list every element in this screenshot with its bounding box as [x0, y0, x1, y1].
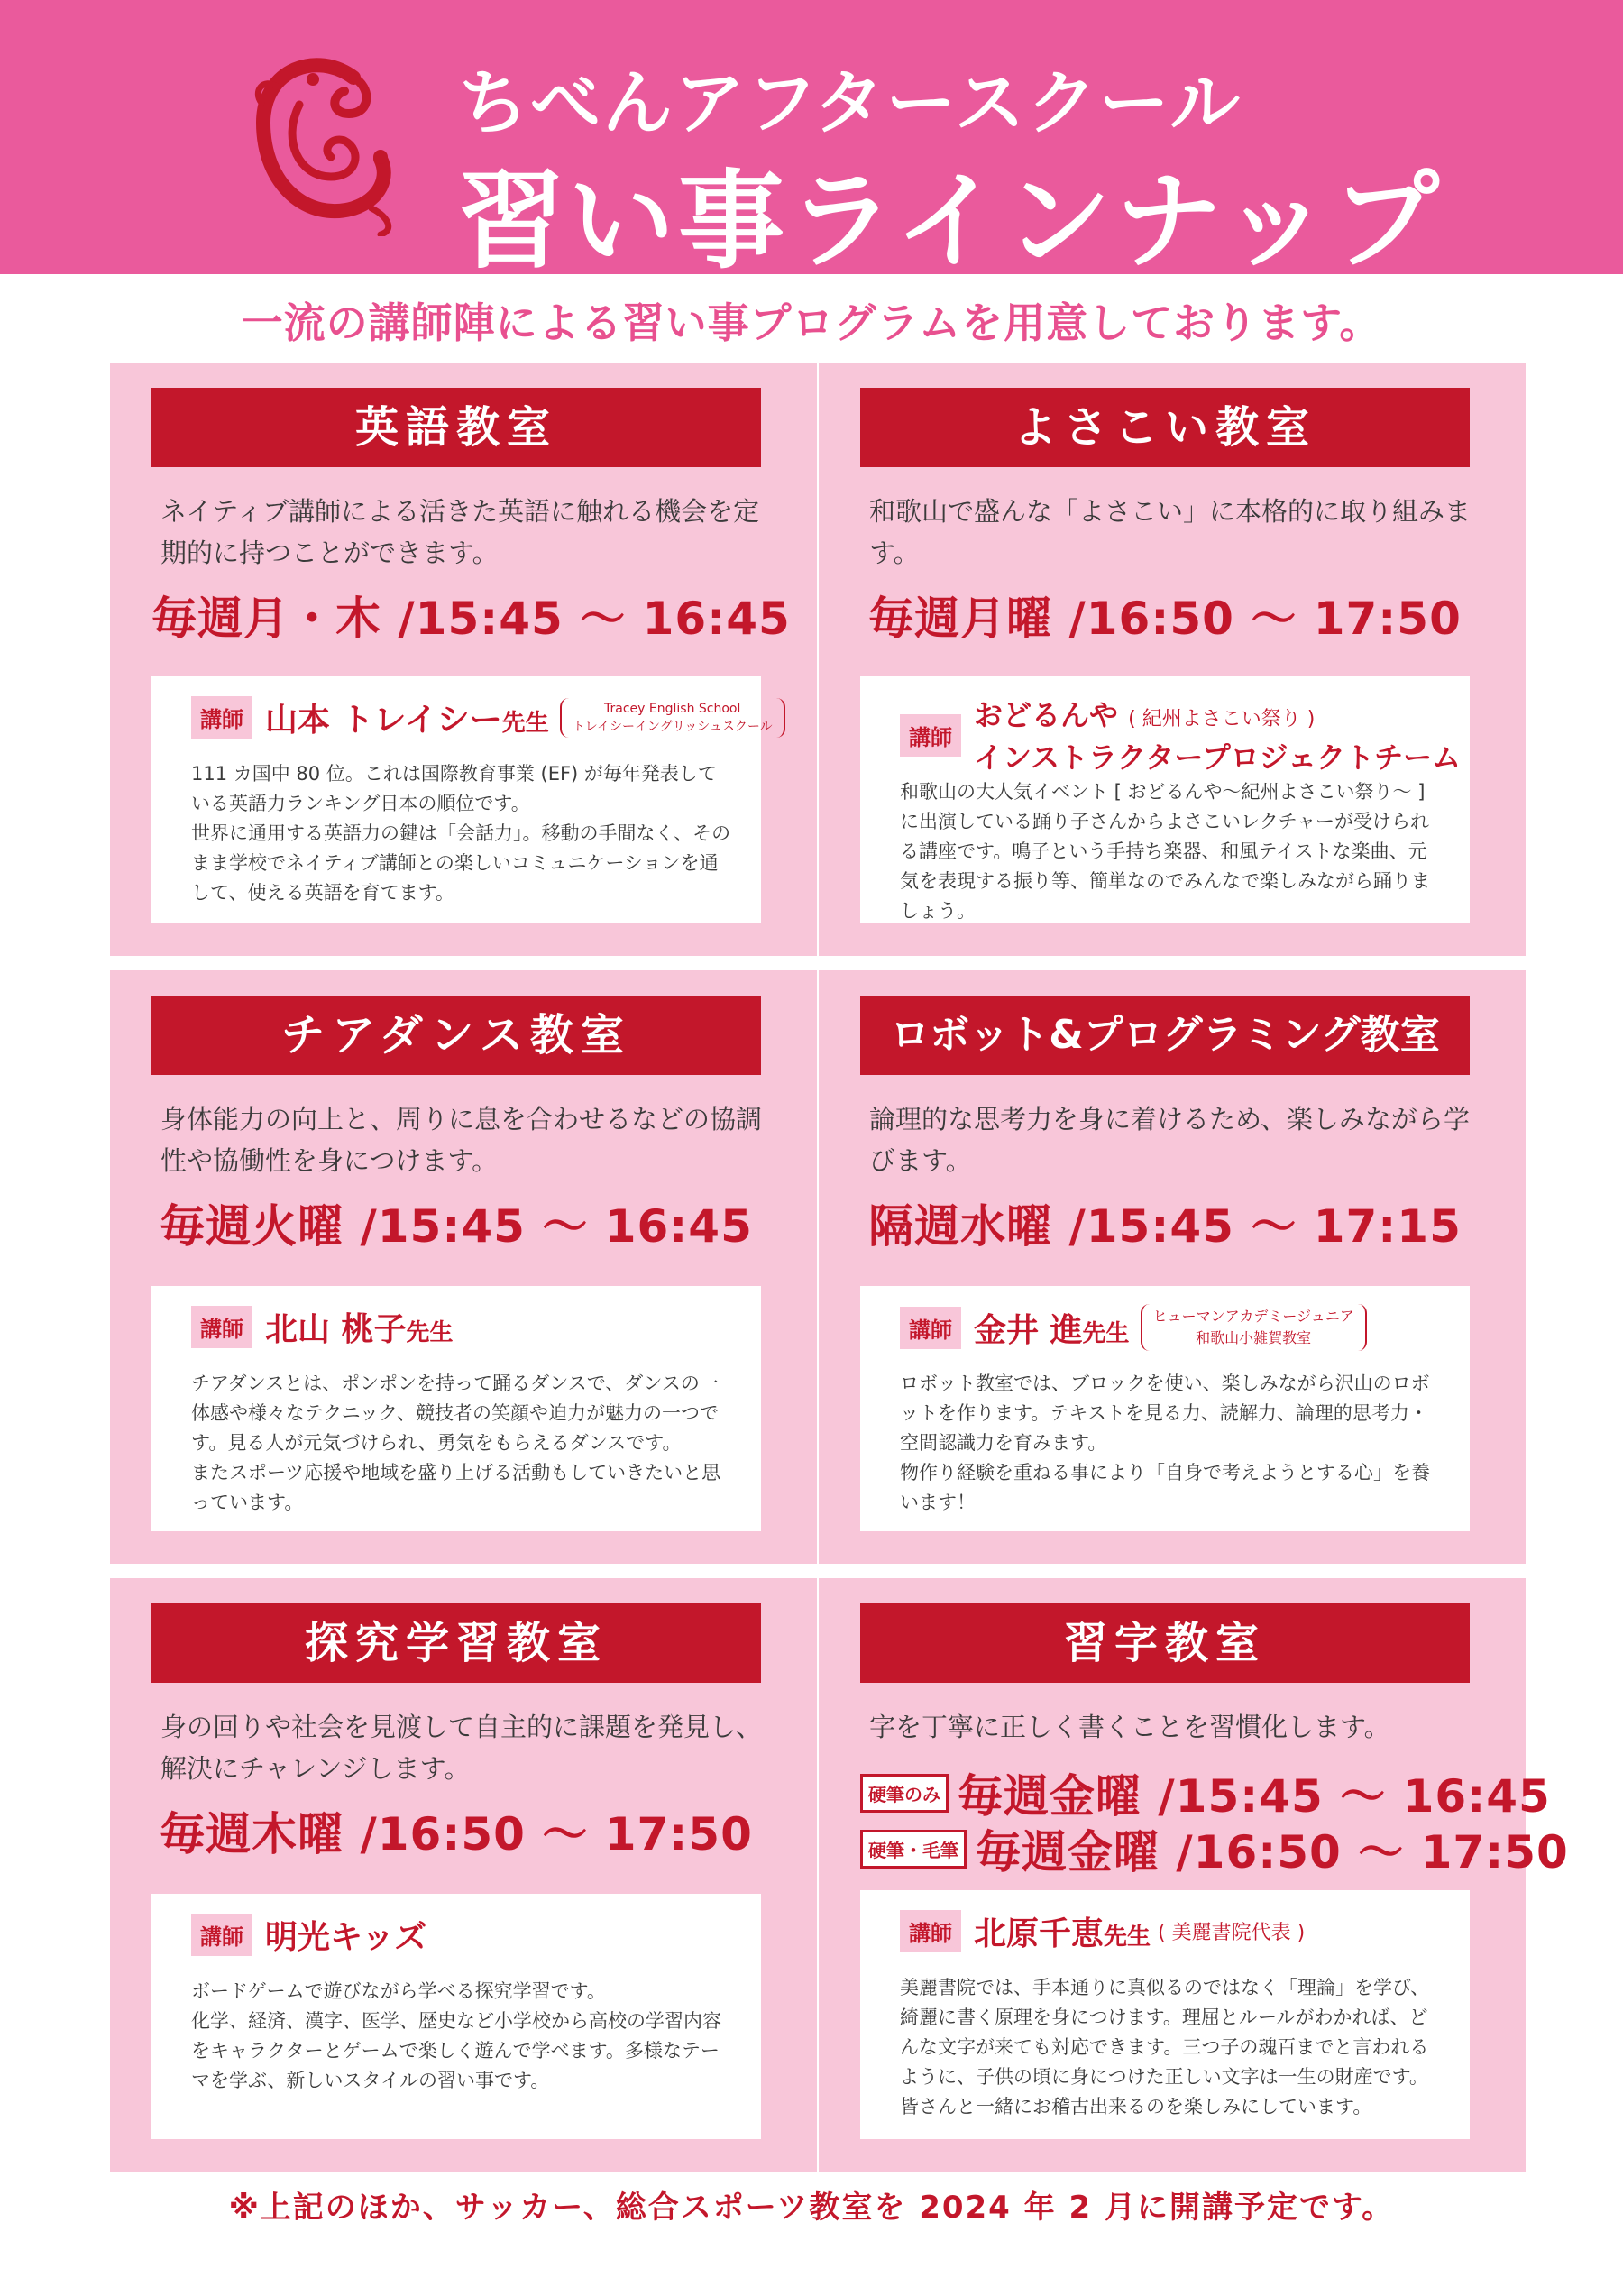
- instructor-name: [974, 1305, 1130, 1351]
- instructor-header: [900, 1304, 1367, 1358]
- card-schedule: 毎週月・木 /15:45 〜 16:45: [151, 592, 791, 645]
- header-banner: [0, 0, 1623, 283]
- card-description: 身の回りや社会を見渡して自主的に課題を発見し、解決にチャレンジします。: [160, 1712, 763, 1784]
- instructor-box: [860, 676, 1470, 923]
- instructor-badge: 講師: [191, 1306, 252, 1348]
- instructor-badge: 講師: [191, 1914, 252, 1956]
- instructor-name: [265, 1304, 454, 1350]
- instructor-body: チアダンスとは、ポンポンを持って踊るダンスで、ダンスの一体感や様々なテクニック、競技者の笑顔や迫力が魅力の一つです。見る人が元気づけられ、勇気をもらえるダンスです。 またスポーツ応援や地域を盛り上げる活動もしていきたいと思っています。: [191, 1373, 721, 1513]
- card-english: [110, 363, 817, 956]
- affiliation-line1: ヒューマンアカデミージュニア: [1152, 1308, 1354, 1325]
- instructor-name-text: 北原千恵: [974, 1915, 1105, 1952]
- instructor-header: [191, 1304, 454, 1358]
- subtitle: 一流の講師陣による習い事プログラムを用意しております。: [241, 298, 1382, 347]
- instructor-name-lines: [974, 696, 1461, 776]
- schedule-row-2: [860, 1816, 1569, 1878]
- instructor-body: ロボット教室では、ブロックを使い、楽しみながら沢山のロボットを作ります。テキストを見る力、読解力、論理的思考力・空間認識力を育みます。 物作り経験を重ねる事により「自身で考えようとする心」を養います！: [900, 1373, 1430, 1513]
- schedule-text: 毎週金曜 /15:45 〜 16:45: [958, 1770, 1551, 1823]
- sensei-suffix: 先生: [501, 710, 549, 737]
- instructor-header: [191, 694, 785, 748]
- affiliation-line2: 和歌山小雑賀教室: [1196, 1329, 1312, 1346]
- ornate-letter-c-logo: [245, 51, 399, 236]
- instructor-box: [860, 1286, 1470, 1531]
- instructor-body: 美麗書院では、手本通りに真似るのではなく「理論」を学び、綺麗に書く原理を身につけます。理屈とルールがわかれば、どんな文字が来ても対応できます。三つ子の魂百までと言われるように、子供の頃に身につけた正しい文字は一生の財産です。皆さんと一緒にお稽古出来るのを楽しみにしています。: [900, 1977, 1430, 2117]
- card-schedule: 毎週火曜 /15:45 〜 16:45: [160, 1200, 753, 1253]
- card-title: よさこい教室: [860, 388, 1470, 467]
- instructor-name-line2: インストラクタープロジェクトチーム: [974, 740, 1462, 775]
- instructor-box: [860, 1890, 1470, 2139]
- card-description: 身体能力の向上と、周りに息を合わせるなどの協調性や協働性を身につけます。: [160, 1104, 763, 1176]
- instructor-badge: 講師: [900, 714, 961, 757]
- instructor-header: [191, 1912, 426, 1966]
- instructor-name-text: 山本 トレイシー: [265, 702, 502, 739]
- instructor-box: [151, 1894, 761, 2139]
- affiliation-line1: Tracey English School: [604, 701, 741, 716]
- instructor-affiliation: ( 美麗書院代表 ): [1158, 1922, 1306, 1944]
- card-title: ロボット&プログラミング教室: [860, 996, 1470, 1075]
- card-title: 探究学習教室: [151, 1603, 761, 1683]
- instructor-header: [900, 696, 1461, 776]
- instructor-affiliation: [1141, 1304, 1367, 1351]
- sensei-suffix: 先生: [406, 1319, 454, 1346]
- instructor-body: 111 カ国中 80 位。これは国際教育事業 (EF) が毎年発表している英語力ランキング日本の順位です。 世界に通用する英語力の鍵は「会話力」。移動の手間なく、そのまま学校でネイティブ講師との楽しいコミュニケーションを通して、使える英語を育てます。: [191, 763, 731, 904]
- instructor-name: [265, 694, 549, 740]
- instructor-box: [151, 1286, 761, 1531]
- instructor-name-text: 北山 桃子: [265, 1311, 407, 1348]
- instructor-badge: 講師: [900, 1910, 961, 1952]
- instructor-body: 和歌山の大人気イベント [ おどるんや〜紀州よさこい祭り〜 ] に出演している踊り子さんからよさこいレクチャーが受けられる講座です。鳴子という手持ち楽器、和風テイストな楽曲、元気を表現する振り等、簡単なのでみんなで楽しみながら踊りましょう。: [900, 781, 1430, 922]
- card-title: チアダンス教室: [151, 996, 761, 1075]
- schedule-badge: 硬筆・毛筆: [860, 1830, 967, 1869]
- sensei-suffix: 先生: [1082, 1319, 1130, 1347]
- card-calligraphy: [819, 1578, 1569, 2172]
- instructor-name: [974, 1908, 1151, 1954]
- card-schedule: 隔週水曜 /15:45 〜 17:15: [868, 1200, 1462, 1253]
- card-description: ネイティブ講師による活きた英語に触れる機会を定期的に持つことができます。: [160, 496, 760, 568]
- footer-note: ※上記のほか、サッカー、総合スポーツ教室を 2024 年 2 月に開講予定です。: [228, 2190, 1395, 2226]
- sensei-suffix: 先生: [1104, 1924, 1151, 1951]
- instructor-group-paren: ( 紀州よさこい祭り ): [1128, 708, 1316, 730]
- instructor-name: 明光キッズ: [265, 1919, 427, 1956]
- instructor-group-name: おどるんや: [974, 698, 1119, 732]
- schedule-badge: 硬筆のみ: [860, 1774, 949, 1813]
- instructor-affiliation: [560, 698, 785, 738]
- instructor-body: ボードゲームで遊びながら学べる探究学習です。 化学、経済、漢字、医学、歴史など小学校から高校の学習内容をキャラクターとゲームで楽しく遊んで学べます。多様なテーマを学ぶ、新しいスタイルの習い事です。: [191, 1980, 721, 2091]
- affiliation-line2: トレイシーイングリッシュスクール: [572, 719, 773, 734]
- instructor-badge: 講師: [191, 696, 252, 739]
- title-line1: ちべんアフタースクール: [458, 63, 1242, 144]
- card-description: 字を丁寧に正しく書くことを習慣化します。: [869, 1712, 1390, 1742]
- card-title: 英語教室: [151, 388, 761, 467]
- card-cheer: [110, 970, 817, 1564]
- schedule-row-1: [860, 1760, 1551, 1823]
- title-line2: 習い事ラインナップ: [458, 159, 1444, 283]
- schedule-text: 毎週金曜 /16:50 〜 17:50: [976, 1826, 1569, 1878]
- card-yosakoi: [819, 363, 1526, 956]
- card-description: 和歌山で盛んな「よさこい」に本格的に取り組みます。: [869, 496, 1472, 568]
- instructor-badge: 講師: [900, 1307, 961, 1349]
- card-schedule: 毎週木曜 /16:50 〜 17:50: [160, 1808, 753, 1860]
- card-robot: [819, 970, 1526, 1564]
- card-title: 習字教室: [860, 1603, 1470, 1683]
- instructor-name-line1: [974, 698, 1315, 732]
- instructor-header: [900, 1908, 1305, 1962]
- card-schedule: 毎週月曜 /16:50 〜 17:50: [868, 592, 1462, 645]
- card-description: 論理的な思考力を身に着けるため、楽しみながら学びます。: [869, 1104, 1470, 1176]
- instructor-name-text: 金井 進: [974, 1311, 1083, 1349]
- card-inquiry: [110, 1578, 817, 2172]
- instructor-box: [151, 676, 773, 923]
